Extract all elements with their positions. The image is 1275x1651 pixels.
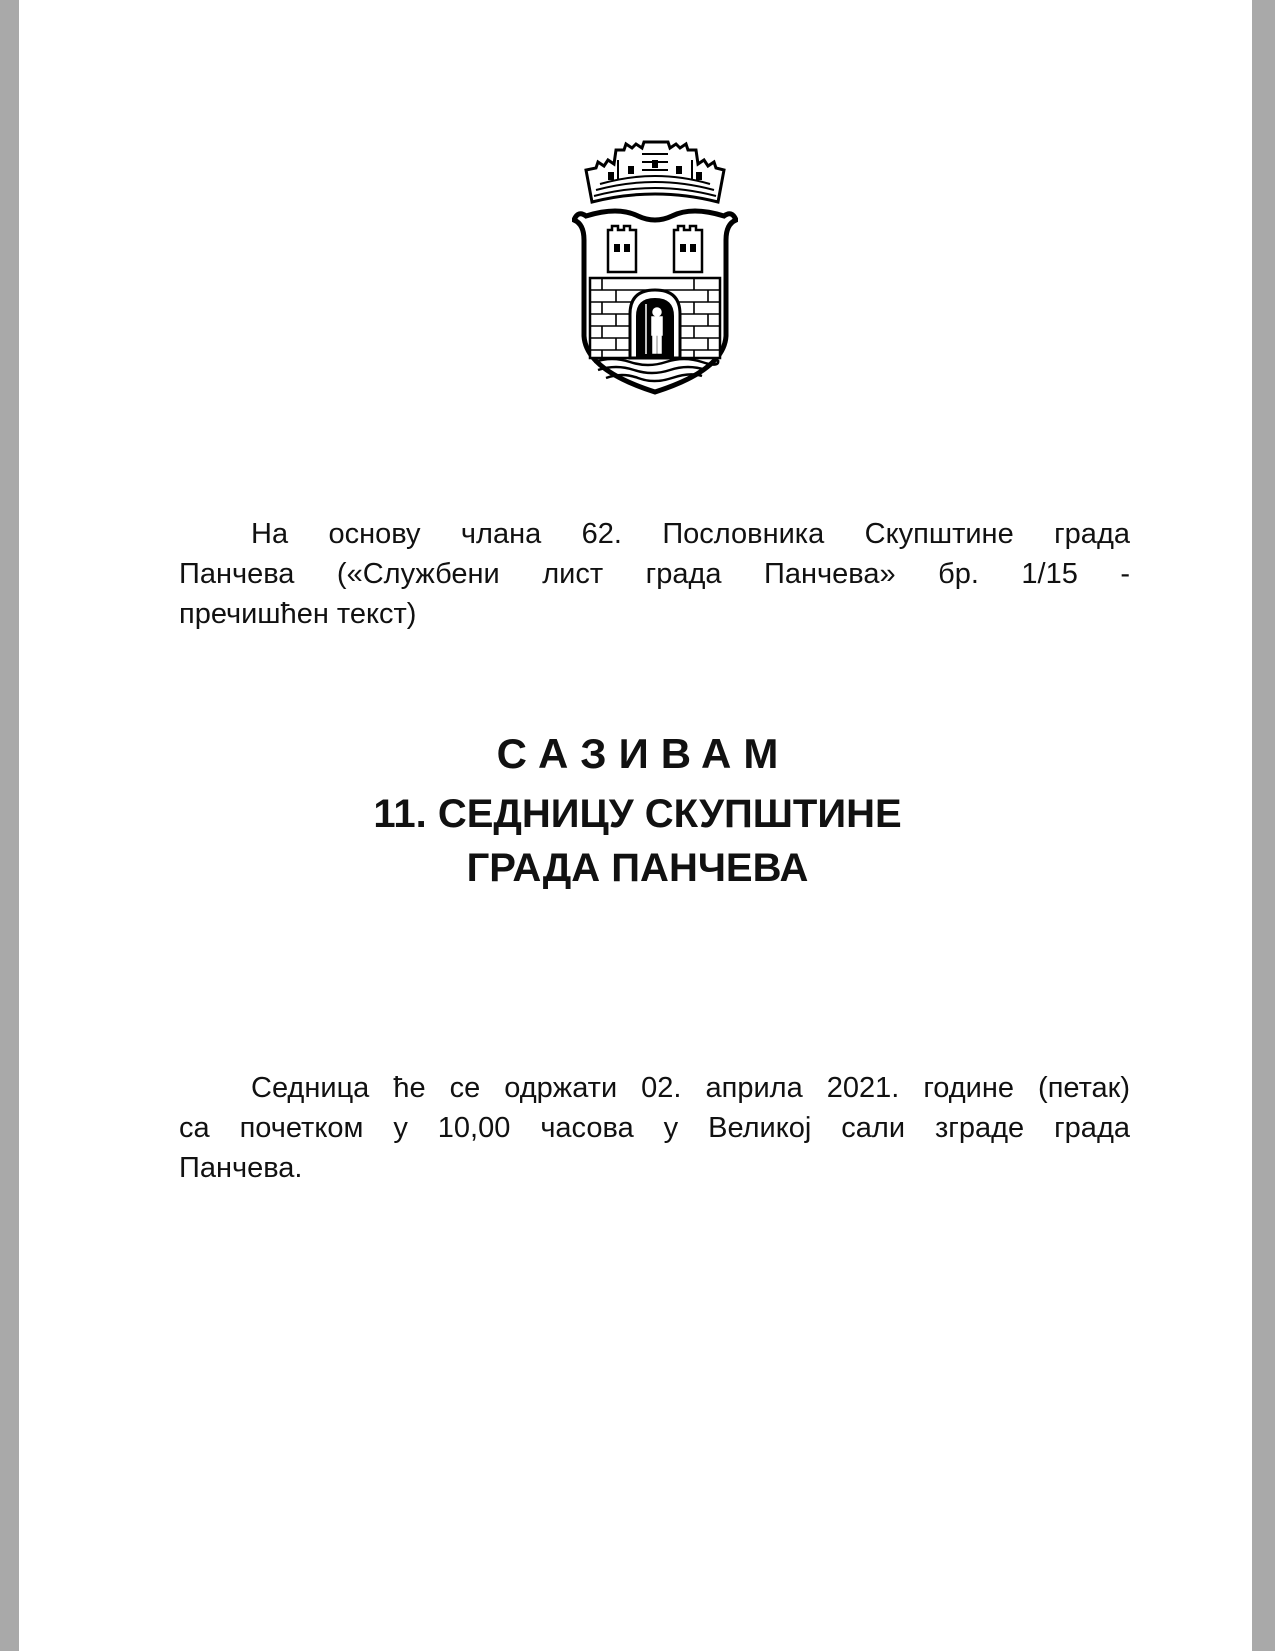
paragraph-line: са почетком у 10,00 часова у Великој сали зграде града	[179, 1112, 1130, 1144]
session-details-paragraph	[179, 1068, 1130, 1188]
paragraph-line: Панчева («Службени лист града Панчева» бр. 1/15 -	[179, 558, 1130, 590]
title-city: ГРАДА ПАНЧЕВА	[466, 846, 809, 890]
paragraph-line: пречишћен текст)	[179, 598, 417, 630]
paragraph-line: Седница ће се одржати 02. априла 2021. године (петак)	[251, 1072, 1130, 1104]
legal-basis-paragraph	[179, 514, 1130, 634]
paragraph-line: На основу члана 62. Пословника Скупштине града	[251, 518, 1130, 550]
title-convene: САЗИВАМ	[496, 730, 791, 777]
title-session: 11. СЕДНИЦУ СКУПШТИНЕ	[373, 792, 902, 836]
paragraph-line: Панчева.	[179, 1152, 303, 1184]
coat-of-arms-icon	[572, 140, 738, 396]
